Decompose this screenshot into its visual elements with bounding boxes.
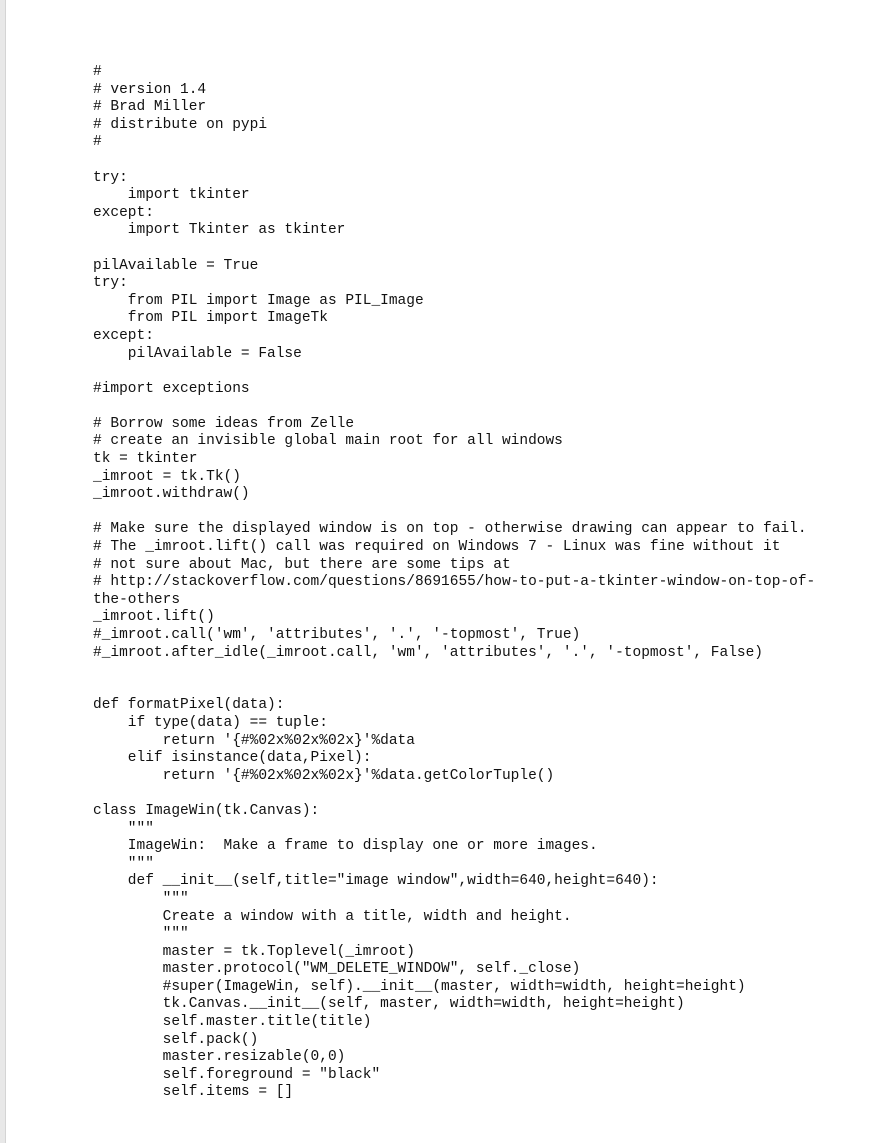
code-line: # not sure about Mac, but there are some tips at: [93, 556, 511, 573]
code-line: [93, 363, 868, 381]
code-line: class ImageWin(tk.Canvas):: [93, 802, 320, 819]
code-line: _imroot.withdraw(): [93, 486, 250, 503]
code-line: return '{#%02x%02x%02x}'%data: [93, 732, 415, 749]
code-line: # The _imroot.lift() call was required on Windows 7 - Linux was fine without it: [93, 539, 781, 556]
code-line: Create a window with a title, width and height.: [93, 908, 572, 925]
code-line: def formatPixel(data):: [93, 697, 285, 714]
code-line: #_imroot.call('wm', 'attributes', '.', '-topmost', True): [93, 627, 581, 643]
code-line: [93, 152, 868, 170]
code-line: pilAvailable = False: [93, 345, 302, 362]
code-line: except:: [93, 327, 154, 344]
code-line: self.items = []: [93, 1084, 294, 1101]
code-line: #import exceptions: [93, 380, 250, 397]
code-line: [93, 240, 868, 258]
code-line: def __init__(self,title="image window",width=640,height=640):: [93, 873, 659, 890]
code-line: self.master.title(title): [93, 1014, 372, 1031]
code-line: tk = tkinter: [93, 451, 198, 468]
code-line: _imroot.lift(): [93, 609, 215, 626]
code-line: return '{#%02x%02x%02x}'%data.getColorTuple(): [93, 767, 555, 784]
code-line: [93, 785, 868, 803]
code-line: # Make sure the displayed window is on top - otherwise drawing can appear to fail.: [93, 521, 807, 538]
code-line: # http://stackoverflow.com/questions/8691655/how-to-put-a-tkinter-window-on-top-of-: [93, 574, 816, 591]
code-line: master.resizable(0,0): [93, 1049, 346, 1066]
code-line: tk.Canvas.__init__(self, master, width=width, height=height): [93, 996, 685, 1013]
code-line: [93, 680, 868, 698]
code-line: try:: [93, 169, 128, 186]
code-line: except:: [93, 204, 154, 221]
code-line: #: [93, 64, 102, 80]
code-line: """: [93, 926, 189, 943]
code-line: from PIL import ImageTk: [93, 310, 328, 327]
code-line: master.protocol("WM_DELETE_WINDOW", self._close): [93, 961, 581, 978]
code-listing: [93, 64, 868, 1102]
code-line: import Tkinter as tkinter: [93, 222, 346, 239]
code-line: """: [93, 890, 189, 907]
code-line: [93, 662, 868, 680]
code-line: import tkinter: [93, 187, 250, 204]
code-line: master = tk.Toplevel(_imroot): [93, 943, 415, 960]
code-line: if type(data) == tuple:: [93, 714, 328, 731]
code-line: from PIL import Image as PIL_Image: [93, 292, 424, 309]
code-line: self.foreground = "black": [93, 1066, 381, 1083]
code-line: self.pack(): [93, 1031, 259, 1048]
code-line: elif isinstance(data,Pixel):: [93, 750, 372, 767]
page-left-border: [0, 0, 6, 1143]
code-line: pilAvailable = True: [93, 257, 259, 274]
code-line: [93, 504, 868, 522]
code-line: # Borrow some ideas from Zelle: [93, 415, 355, 432]
code-line: # create an invisible global main root for all windows: [93, 433, 563, 450]
code-line: #_imroot.after_idle(_imroot.call, 'wm', 'attributes', '.', '-topmost', False): [93, 644, 764, 661]
code-line: """: [93, 855, 154, 872]
code-line: try:: [93, 275, 128, 292]
code-line: ImageWin: Make a frame to display one or more images.: [93, 838, 598, 855]
code-line: """: [93, 820, 154, 837]
code-line: _imroot = tk.Tk(): [93, 468, 241, 485]
code-line: the-others: [93, 591, 181, 608]
code-line: # distribute on pypi: [93, 116, 268, 133]
code-line: #: [93, 134, 102, 151]
code-line: # Brad Miller: [93, 99, 207, 116]
code-line: #super(ImageWin, self).__init__(master, width=width, height=height): [93, 978, 746, 995]
code-line: [93, 398, 868, 416]
code-line: # version 1.4: [93, 81, 207, 98]
